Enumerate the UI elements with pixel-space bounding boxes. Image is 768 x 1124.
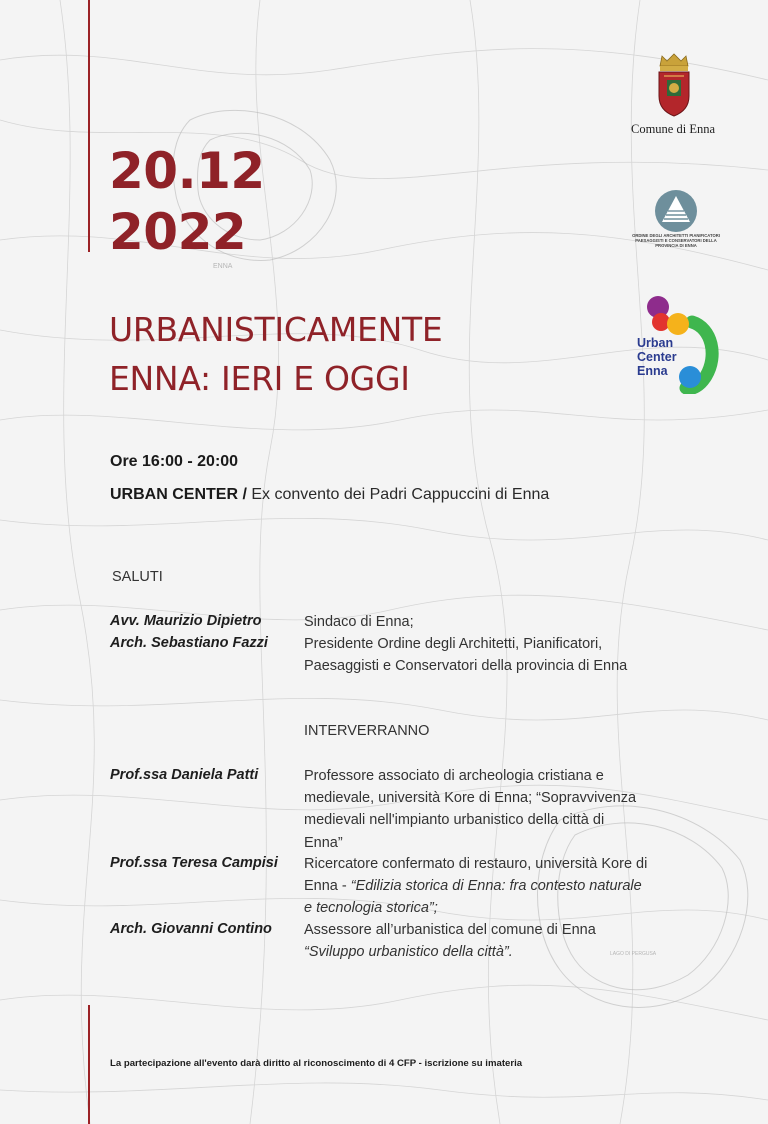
speaker-role: Ricercatore confermato di restauro, università Kore di Enna - xyxy=(304,856,648,895)
section-interverranno: INTERVERRANNO xyxy=(304,723,430,739)
urban-center-logo-text xyxy=(637,336,677,378)
speaker-description xyxy=(304,853,649,920)
event-date-day-month: 20.12 xyxy=(109,142,265,200)
speaker-name: Prof.ssa Daniela Patti xyxy=(110,767,259,783)
event-title-line2: ENNA: IERI E OGGI xyxy=(109,359,410,398)
venue-address: Ex convento dei Padri Cappuccini di Enna xyxy=(246,486,550,503)
speaker-description xyxy=(304,919,654,963)
speaker-role: Presidente Ordine degli Architetti, Pianificatori, Paesaggisti e Conservatori della provincia di Enna xyxy=(304,636,628,675)
accent-line-top xyxy=(88,0,90,252)
urban-center-line2: Center xyxy=(637,350,677,364)
speaker-role: Assessore all’urbanistica del comune di Enna xyxy=(304,922,596,938)
event-date-year: 2022 xyxy=(109,203,247,261)
speaker-name: Avv. Maurizio Dipietro xyxy=(110,613,262,629)
urban-center-line3: Enna xyxy=(637,364,668,378)
ordine-architetti-logo xyxy=(654,189,698,233)
event-title-line1: URBANISTICAMENTE xyxy=(109,310,443,349)
speaker-talk: “Sviluppo urbanistico della città”. xyxy=(304,944,513,961)
urban-center-line1: Urban xyxy=(637,336,674,350)
speaker-role: Professore associato di archeologia cristiana e medievale, università Kore di Enna; “Sopravvivenza medievali nell'impianto urbanistico della città di Enna” xyxy=(304,768,637,851)
speaker-talk: “Edilizia storica di Enna: fra contesto naturale e tecnologia storica”; xyxy=(304,878,642,917)
ordine-logo-text: ORDINE DEGLI ARCHITETTI PIANIFICATORI PAESAGGISTI E CONSERVATORI DELLA PROVINCIA DI ENNA xyxy=(632,233,720,248)
speaker-name: Prof.ssa Teresa Campisi xyxy=(110,855,278,871)
event-venue xyxy=(110,486,549,504)
event-time: Ore 16:00 - 20:00 xyxy=(110,453,239,470)
accent-line-bottom xyxy=(88,1005,90,1124)
comune-coat-of-arms-logo xyxy=(652,52,696,118)
venue-name: URBAN CENTER / xyxy=(110,486,247,503)
map-label-lake: LAGO DI PERGUSA xyxy=(610,951,657,957)
footnote-cfp: La partecipazione all'evento darà diritto al riconoscimento di 4 CFP - iscrizione su imateria xyxy=(110,1058,523,1069)
speaker-name: Arch. Giovanni Contino xyxy=(110,921,272,937)
speaker-role: Sindaco di Enna; xyxy=(304,614,414,630)
comune-logo-text: Comune di Enna xyxy=(630,122,715,136)
speaker-name: Arch. Sebastiano Fazzi xyxy=(110,635,268,651)
section-saluti: SALUTI xyxy=(112,569,163,585)
map-label-city: ENNA xyxy=(213,263,233,270)
